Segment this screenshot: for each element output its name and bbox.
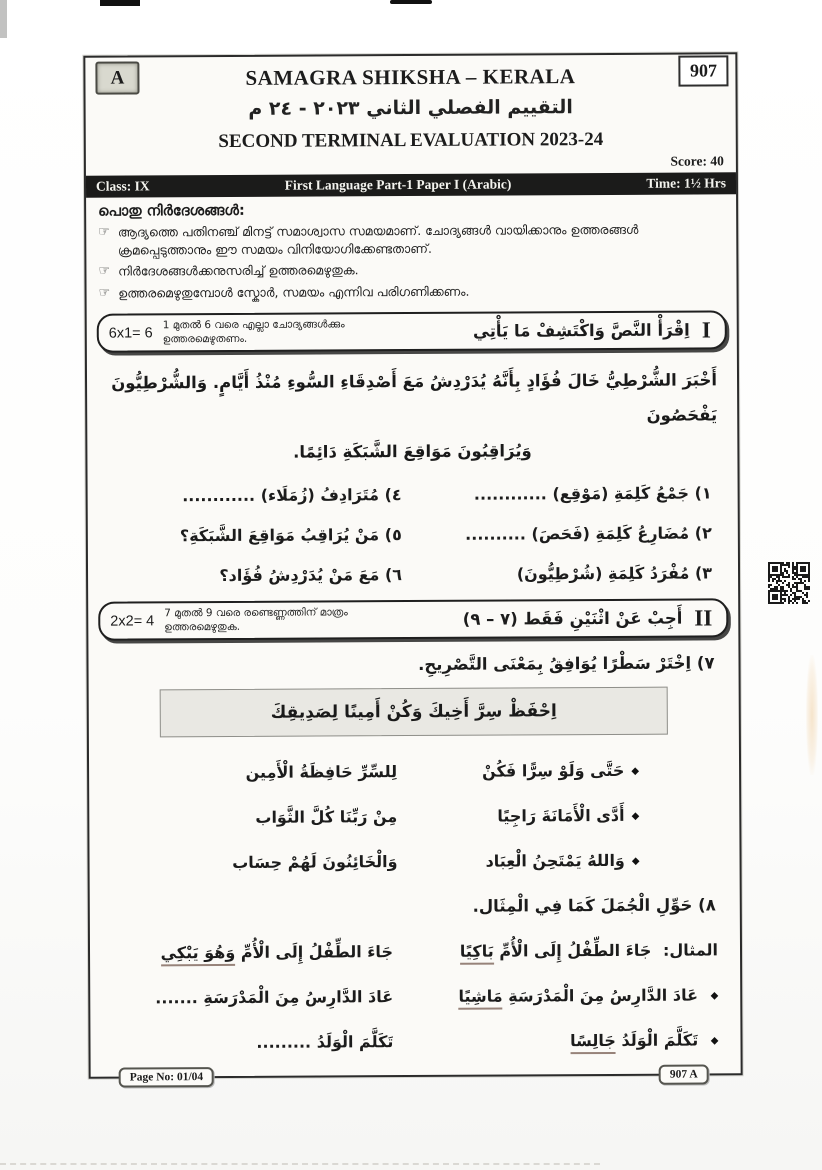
section-note-malayalam: 1 മുതൽ 6 വരെ എല്ലാ ചോദ്യങ്ങൾക്കും ഉത്തരമെഴുതണം. [162,318,345,345]
diamond-bullet-icon: ◆ [710,990,719,1002]
general-instructions-heading: പൊതു നിർദേശങ്ങൾ: [98,202,245,220]
paper-code: 907 [689,60,717,81]
instruction-text: നിർദേശങ്ങൾക്കനുസരിച്ച് ഉത്തരമെഴുതുക. [118,262,359,279]
example-sentence: جَاءَ الطِّفْلُ إِلَى الْأُمِّ [240,942,393,963]
score-label: Score: 40 [670,153,724,169]
question-item: ٥) مَنْ يُرَاقِبُ مَوَاقِعَ الشَّبَكَةِ؟ [179,525,402,546]
sentence: تَكَلَّمَ الْوَلَدُ [621,1030,699,1051]
diamond-bullet-icon: ◆ [631,811,640,823]
question-item: ٤) مُتَرَادِفُ (زُمَلَاء) ............ [182,485,402,506]
section-ii-box [98,598,728,641]
paper-header [85,54,736,197]
subject-label: First Language Part-1 Paper I (Arabic) [284,176,512,193]
footer-code: 907 A [659,1064,709,1084]
pointing-hand-icon: ☞ [98,285,111,301]
section-i-box [97,310,727,353]
underlined-word: وَهُوَ يَبْكِي [161,943,236,966]
scan-artifact-top-mark [100,0,140,6]
english-exam-title: SECOND TERMINAL EVALUATION 2023-24 [218,128,604,153]
question-item: ١) جَمْعُ كَلِمَةِ (مَوْقِع) ............ [473,483,712,504]
marks-label: 2x2= 4 [110,613,155,630]
question-7-options [189,761,640,872]
class-label: Class: IX [95,178,150,194]
paper-code-badge [678,55,728,86]
question-8-stem: ٨) حَوِّلِ الْجُمَلَ كَمَا فِي الْمِثَال. [472,895,716,917]
instruction-item [99,281,723,303]
instruction-item [98,260,722,282]
passage-line: وَيُرَاقِبُونَ مَوَاقِعَ الشَّبَكَةِ دَائِمًا. [293,440,532,462]
pointing-hand-icon: ☞ [98,263,111,279]
qr-code [768,562,810,604]
underlined-word: مَاشِيًا [458,987,502,1010]
questions-1-6 [87,467,738,585]
hemistich: حَتَّى وَلَوْ سِرًّا فَكُنْ [482,761,625,782]
transform-row [90,1031,740,1053]
instruction-item [98,220,722,260]
footer-page-no: Page No: 01/04 [119,1067,215,1087]
scan-artifact-top-mark [390,0,432,4]
pointing-hand-icon: ☞ [98,224,110,240]
meta-bar [86,172,736,197]
section-numeral: II [694,605,713,631]
section-title-arabic: أَجِبْ عَنْ اثْنَيْنِ فَقَط (٧ – ٩) [462,608,683,630]
org-title: SAMAGRA SHIKSHA – KERALA [245,64,576,90]
time-label: Time: 1½ Hrs [646,175,727,191]
underlined-word: جَالِسًا [570,1031,616,1054]
hemistich: وَالْخَائِنُونَ لَهُمْ حِسَاب [232,852,398,873]
diamond-bullet-icon: ◆ [710,1035,719,1047]
statement-box: اِحْفَظْ سِرَّ أَخِيكَ وَكُنْ أَمِينًا لِصَدِيقِكَ [160,687,668,738]
instruction-text: ഉത്തരമെഴുതുമ്പോൾ സ്കോർ, സമയം എന്നിവ പരിഗണിക്കണം. [118,283,470,301]
option-row [189,806,639,827]
sentence: عَادَ الدَّارِسُ مِنَ الْمَدْرَسَةِ [508,985,699,1006]
example-sentence: جَاءَ الطِّفْلُ إِلَى الْأُمِّ [499,941,652,961]
option-row [190,851,640,872]
version-label: A [110,67,125,89]
section-numeral: I [701,317,711,343]
scan-artifact-edge-smudge [0,0,7,38]
general-instructions [86,194,737,303]
example-row [90,941,740,963]
question-item: ٣) مُفْرَدُ كَلِمَةِ (شُرْطِيُّونَ) [516,563,713,584]
section-note-malayalam: 7 മുതൽ 9 വരെ രണ്ടെണ്ണത്തിന് മാത്രം ഉത്തരമെഴുതുക. [164,606,348,634]
diamond-bullet-icon: ◆ [631,856,640,868]
transform-row [90,986,740,1008]
answer-blank: تَكَلَّمَ الْوَلَدُ ......... [256,1032,394,1053]
answer-blank: عَادَ الدَّارِسُ مِنَ الْمَدْرَسَةِ ....... [155,987,394,1008]
option-row [189,761,639,782]
instruction-text: ആദ്യത്തെ പതിനഞ്ച് മിനട്ട് സമാശ്വാസ സമയമാണ്. ചോദ്യങ്ങൾ വായിക്കാനും ഉത്തരങ്ങൾ ക്രമപ്പെടുത്താനും ഈ സമയം വിനിയോഗിക്കേണ്ടതാണ്. [117,221,639,258]
hemistich: لِلسِّرِّ حَافِظَةُ الْأَمِين [245,762,398,783]
diamond-bullet-icon: ◆ [631,766,640,778]
question-item: ٦) مَعَ مَنْ يُدَرْدِشُ فُؤَاد؟ [219,565,403,586]
scan-artifact-tan-streak [806,655,818,775]
version-badge [95,61,139,94]
question-7-stem: ٧) اِخْتَرْ سَطْرًا يُوَافِقُ بِمَعْنَى التَّصْرِيحِ. [418,653,715,675]
hemistich: مِنْ رَبِّنَا كُلَّ الثَّوَاب [255,807,398,828]
reading-passage [87,350,738,471]
passage-line: أَخْبَرَ الشُّرْطِيُّ خَالَ فُؤَادٍ بِأَنَّهُ يُدَرْدِشُ مَعَ أَصْدِقَاءِ السُّوءِ مُنْذُ أَيَّامٍ. وَالشُّرْطِيُّونَ يَفْحَصُونَ [111,370,718,425]
section-title-arabic: اِقْرَأْ النَّصَّ وَاكْتَشِفْ مَا يَأْتِي [472,320,690,341]
arabic-exam-title: التقييم الفصلي الثاني ٢٠٢٣ - ٢٤ م [248,96,573,120]
marks-label: 6x1= 6 [108,324,153,342]
example-label: المثال: [662,940,719,961]
question-item: ٢) مُضَارِعُ كَلِمَةِ (فَحَصَ) .......... [465,523,712,544]
hemistich: وَاللهُ يَمْتَحِنُ الْعِبَاد [485,851,625,872]
exam-paper-sheet [83,52,742,1084]
hemistich: أَدَّى الْأَمَانَةَ رَاجِيًا [497,806,625,826]
underlined-word: بَاكِيًا [460,942,494,965]
scan-artifact-bottom-dashes [0,1163,600,1165]
